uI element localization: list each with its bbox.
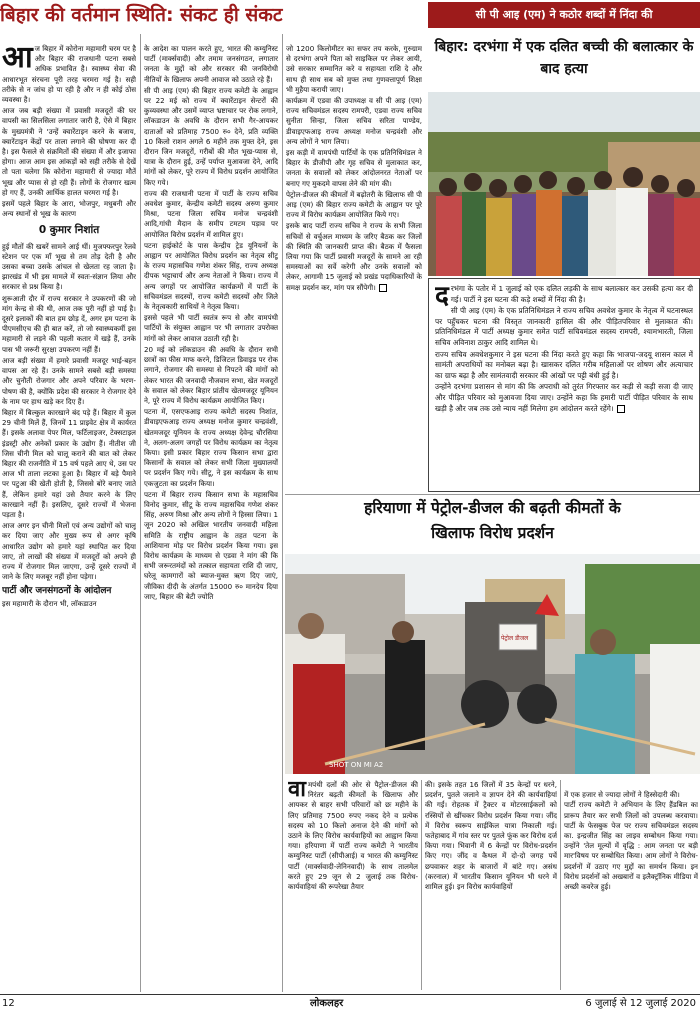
paragraph: ज बिहार में कोरोना महामारी चरम पर है और बिहार की राजधानी पटना सबसे अधिक प्रभावित है। स्वास्थ्य सेवा की आधारभूत संरचना पूरी तरह चरमरा गई है। सही तरीके से न जांच हो पा रही है और न ही कोई ठोस व्यवस्था है। <box>2 44 136 105</box>
paragraph: हुई मौतों की खबरें सामने आई थीं। मुजफ्फरपुर रेलवे स्टेशन पर एक माँ भूख से तम तोड़ देती है और उसका बच्चा उसके आंचल से खेलता रह जाता है। झारखंड में भी इस मामले में स्वतः-संज्ञान लिया और सरकार से प्रश्न किया है। <box>2 241 136 292</box>
side-headline: बिहार: दरभंगा में एक दलित बच्ची की बलात्कार के बाद हत्या <box>434 39 694 77</box>
paragraph: पटना में, एसएफआइ राज्य कमेटी सदस्य निशांत, डीवाइएफआइ राज्य अध्यक्ष मनोज कुमार चन्द्रवंशी, खेतमजदूर यूनियन के राज्य अध्यक्ष देवेन्द्र चौरसिया ने, अलग-अलग जगहों पर विरोध कार्यक्रम का नेतृत्व किया। इसी प्रकार बिहार राज्य किसान सभा द्वारा किसानों के सवाल को लेकर सभी जिला मुख्यालयों पर प्रदर्शन किए गये। सीटू, ने इस कार्यक्रम के साथ एकजुटता का प्रदर्शन किया। <box>144 407 278 488</box>
paragraph: इस महामारी के दौरान भी, लॉकडाउन <box>2 598 97 608</box>
section-subhead: पार्टी और जनसंगठनों के आंदोलन <box>2 586 112 597</box>
haryana-headline-line2: खिलाफ विरोध प्रदर्शन <box>431 524 554 542</box>
issue-date: 6 जुलाई से 12 जुलाई 2020 <box>585 998 696 1009</box>
end-mark <box>379 284 387 292</box>
page-footer <box>0 994 700 1013</box>
haryana-column-2 <box>425 780 557 992</box>
paragraph: पटना में बिहार राज्य किसान सभा के महासचिव विनोद कुमार, सीटू के राज्य महासचिव गणेश शंकर सिंह, अरुण मिश्रा और अन्य लोगों ने हिस्सा लिया। 1 जून 2020 को अखिल भारतीय जनवादी महिला समिति के राष्ट्रीय आह्वान के तहत पटना के आशियाना मोड़ पर विरोध प्रदर्शन किया गया। इस विरोध कार्यक्रम के माध्यम से एडवा ने मांग की कि सभी जरूरतमंदों को तत्काल सहायता राशि दी जाए, घरेलू कामगारों को ब्याज-मुक्त ऋण दिए जाएं, जीविका दीदी के अंतर्गत 15000 रु० मानदेय दिया जाए, बिहार की बेटी ज्योति <box>144 489 278 601</box>
darbhanga-story-box <box>428 278 700 492</box>
paragraph: रभंगा के पतोर में 1 जुलाई को एक दलित लड़की के साथ बलात्कार कर उसकी हत्या कर दी गई। पार्टी ने इस घटना की कड़े शब्दों में निंदा की है। <box>450 284 693 304</box>
column-rule <box>560 780 561 990</box>
haryana-protest-photo <box>285 554 700 774</box>
paragraph: जो 1200 किलोमीटर का सफर तय करके, गुरुग्राम से दरभंगा अपने पिता को साइकिल पर लेकर आयी, उसे सरकार सम्मानित करे व सहायता राशि दे और साथ ही साथ सब को मुफ्त तथा गुणवत्तापूर्ण शिक्षा भी मुहैया करायी जाए। <box>286 44 422 94</box>
haryana-column-3 <box>564 780 698 992</box>
column-rule <box>140 34 141 992</box>
column-rule <box>421 780 422 990</box>
paragraph: सी पी आइ (एम) के एक प्रतिनिधिमंडल ने राज्य सचिव अवधेश कुमार के नेतृत्व में घटनास्थल पर पहुँचकर घटना की विस्तृत जानकारी हासिल की और पीड़ितपरिवार से मुलाकात की। प्रतिनिधिमंडल में पार्टी अध्यक्ष कुमार समेत पार्टी सचिवमंडल सदस्य रामपरी, श्यामभारती, जिला सचिव अविनाश ठाकुर आदि शामिल थे। <box>435 306 693 347</box>
bihar-column-1 <box>2 44 136 992</box>
column-rule <box>282 34 283 992</box>
paragraph: राज्य सचिव अवधेशकुमार ने इस घटना की निंदा करते हुए कहा कि भाजपा-जदयू शासन काल में सामंती अपराधियों का मनोबल बढ़ा है। खासकर दलित गरीब महिलाओं पर शोषण और अत्याचार का ग्राफ बढ़ा है और सामंतवादी सरकार की आंखों पर पट्टी बंधी हुई है। <box>435 349 693 380</box>
paragraph: शुरूआती दौर में राज्य सरकार ने उपकरणों की जो मांग केन्द्र से की थी, आज तक पूरी नहीं हो पाई है। दूसरे इलाकों की बात हम छोड़ दें, अगर हम पटना के पीएमसीएच की ही बात करें, तो जो स्वास्थ्यकर्मी इस महामारी से लड़ने की पहली कतार में खड़े हैं, उनके पास भी जरूरी सुरक्षा उपकरण नहीं हैं। <box>2 293 136 354</box>
paragraph: इसमें पहले बिहार के आरा, भोजपुर, मधुबनी और अन्य स्थानों से भूख के कारण <box>2 199 136 219</box>
paragraph: कार्यक्रम में एडवा की उपाध्यक्ष व सी पी आइ (एम) राज्य सचिवमंडल सदस्य रामपरी, एडवा राज्य सचिव सुनीता सिन्हा, जिला सचिव सरिता पाण्डेय, डीवाइएफआइ राज्य अध्यक्ष मनोज चन्द्रवंशी और अन्य लोगों ने भाग लिया। <box>286 96 422 146</box>
bihar-column-2 <box>144 44 278 992</box>
paragraph: पटना हाईकोर्ट के पास केन्द्रीय ट्रेड यूनियनों के आह्वान पर आयोजित विरोध प्रदर्शन का नेतृत्व सीटू के राज्य महासचिव गणेश शंकर सिंह, राज्य अध्यक्ष दीपक भट्टाचार्य और अन्य नेताओं ने किया। राज्य में अन्य जगहों पर आयोजित कार्यक्रमों में पार्टी के सचिवमंडल सदस्यों, राज्य कमेटी सदस्यों और जिले के नेतृत्वकारी साथियों ने नेतृत्व किया। <box>144 240 278 312</box>
paragraph: के आदेश का पालन करते हुए, भारत की कम्युनिस्ट पार्टी (मार्क्सवादी) और तमाम जनसंगठन, लगातार जनता के मुद्दों को और सरकार की जनविरोधी नीतियों के खिलाफ अपनी आवाज को उठाते रहे हैं। <box>144 44 278 84</box>
dropcap: आ <box>2 44 33 75</box>
main-headline: बिहार की वर्तमान स्थिति: संकट ही संकट <box>0 4 283 26</box>
paragraph: 20 मई को लॉकडाउन की अवधि के दौरान सभी छात्रों का फीस माफ करने, डिजिटल डिवाइड पर रोक लगाने, रोजगार की समस्या से निपटने की मांगों को लेकर भारत की जनवादी नौजवान सभा, खेत मजदूरों के सवाल को लेकर बिहार प्रांतीय खेतमजदूर यूनियन ने, पूरे राज्य में विरोध कार्यक्रम आयोजित किए। <box>144 344 278 405</box>
dropcap: द <box>435 284 449 311</box>
page-number: 12 <box>2 998 15 1009</box>
paragraph: राज्य की राजधानी पटना में पार्टी के राज्य सचिव अवधेश कुमार, केन्द्रीय कमेटी सदस्य अरुण कुमार मिश्रा, पटना जिला सचिव मनोज चन्द्रवंशी आदि,गांधी मैदान के समीप टमटम पड़ाव पर आयोजित विरोध प्रदर्शन में शामिल हुए। <box>144 188 278 239</box>
darbhanga-photo <box>428 92 700 276</box>
paragraph: में एक हजार से ज्यादा लोगों ने हिस्सेदारी की। पार्टी राज्य कमेटी ने अभियान के लिए हैंडबिल का प्रारूप तैयार कर सभी जिलों को उपलब्ध करवाया। पार्टी के फेसबुक पेज पर राज्य सचिवमंडल सदस्य का. इन्द्रजीत सिंह का लाइव सम्बोधन किया गया। उन्होंने 'तेल मूल्यों में वृद्धि : आम जनता पर बड़ी मार'विषय पर सम्बोधित किया। आम लोगों ने विरोध-प्रदर्शनों में उठाए गए मुद्दों का समर्थन किया। इन विरोध प्रदर्शनों को अखबारों व इलैक्ट्रॉनिक मीडिया में अच्छी कवरेज हुई। <box>564 790 698 892</box>
paragraph: इससे पहले भी पार्टी स्वतंत्र रूप से और वामपंथी पार्टियों के संयुक्त आह्वान पर भी लगातार उपरोक्त मांगों को लेकर आवाज उठाती रही है। <box>144 313 278 343</box>
paragraph: उन्होंने दरभंगा प्रशासन से मांग की कि अपराधी को तुरंत गिरफ्तार कर कड़ी से कड़ी सजा दी जाए और पीड़ित परिवार को मुआवजा दिया जाए। उन्होंने कहा कि हमारी पार्टी पीड़ित परिवार के साथ खड़ी है और जब तक उसे न्याय नहीं मिलेगा हम आंदोलन करते रहेंगे। <box>435 382 693 413</box>
bihar-column-3 <box>286 44 422 490</box>
red-banner: सी पी आइ (एम) ने कठोर शब्दों में निंदा की <box>428 2 700 28</box>
end-mark <box>617 405 625 413</box>
section-rule <box>285 494 700 495</box>
paragraph: इसके बाद पार्टी राज्य सचिव ने राज्य के सभी जिला सचिवों से वर्चुअल माध्यम के जरिए बैठक कर जिलों की स्थिति की जानकारी प्राप्त की। बैठक में फैसला लिया गया कि पार्टी प्रवासी मजदूरों के सामने आ रही समस्याओं का सर्वे करेगी और उनके सवालों को लेकर, आगामी 15 जुलाई को प्रखंड पदाधिकारियों के समक्ष प्रदर्शन कर, मांग पत्र सौंपेगी। <box>286 221 422 292</box>
paragraph: आज बड़ी संख्या में हमारे प्रवासी मजदूर भाई-बहन वापस आ रहे हैं। उनके सामने सबसे बड़ी समस्या और चुनौती रोजगार और अपने परिवार के भरण-पोषण की है, क्योंकि प्रदेश की सरकार ने रोजगार देने के नाम पर हाथ खड़े कर दिए हैं। <box>2 355 136 406</box>
placard-text: पेट्रोल डीजल <box>501 635 529 642</box>
paragraph: की। इसके तहत 16 जिलों में 35 केन्द्रों पर धरने, प्रदर्शन, पुतले जलाने व ज्ञापन देने की कार्यवाहियां की गईं। रोहतक में ट्रैक्टर व मोटरसाईकलों को रस्सियों से खींचकर विरोध प्रदर्शन किया गया। जींद में विरोध स्वरूप साईकिल यात्रा निकाली गई। फतेहाबाद में गांव स्तर पर पुतले फूंक कर विरोध दर्ज किया गया। भिवानी में 6 केन्द्रों पर विरोध-प्रदर्शन किए गए। जींद व कैथल में दो-दो जगह पर्चे छपवाकर शहर के बाजारों में बांटे गए। असंध (करनाल) में भारतीय किसान यूनियन भी धरने में शामिल हुई। इन विरोध कार्यवाहियों <box>425 780 557 892</box>
haryana-column-1 <box>288 780 418 992</box>
dropcap: वा <box>288 780 306 802</box>
photo-watermark: SHOT ON MI A2 <box>329 761 384 769</box>
byline: 0 कुमार निशांत <box>38 224 100 237</box>
paragraph: आज जब बड़ी संख्या में प्रवासी मजदूरों की घर वापसी का सिलसिला लगातार जारी है, ऐसे में बिहार के मुख्यमंत्री ने 'उन्हें क्वारेंटाइन करने के बजाय, क्वारेंटाइन केंद्रों पर ताला लगाने की घोषणा कर दी है। इस फैसले से संक्रमितों की संख्या में और इजाफा होगा। आज आम इस आंकड़ों को सही तरीके से देखें तो पता चलेगा कि कोरोना महामारी से ज्यादा मौतें भूख और प्यास से हो रही हैं। लोगों के रोजगार खत्म हो गए हैं, उनकी आर्थिक हालत चरमरा गई है। <box>2 106 136 197</box>
paragraph: सी पी आइ (एम) की बिहार राज्य कमेटी के आह्वान पर 22 मई को राज्य में क्वारेंटाइन सेन्टरों की कुव्यवस्था और उसमें व्याप्त भ्रष्टाचार पर रोक लगाने, लॉकडाउन के अवधि के दौरान सभी गैर-आयकर दाताओं को प्रतिमाह 7500 रु० देने, प्रति व्यक्ति 10 किलो राशन अगले 6 महीने तक मुफ्त देने, इस दौरान जिन मजदूरों, गरीबों की मौत भूख-प्यास से, यात्रा के दौरान हुई, उन्हें पर्याप्त मुआवजा देने, आदि मांगों को लेकर, पूरे राज्य में विरोध प्रदर्शन आयोजित किए गये। <box>144 85 278 187</box>
paragraph: आज अगर इन चीनी मिलों एवं अन्य उद्योगों को चालू कर दिया जाए और मुख्य रूप से अगर कृषि आधारित उद्योग को हमारे यहां स्थापित कर दिया जाए, तो लाखों की संख्या में मजदूरों को अपने ही राज्य में रोजगार मिल जाएगा, उन्हें दूसरे राज्यों में जाने के लिए मजबूर नहीं होना पड़ेगा। <box>2 521 136 582</box>
haryana-headline-line1: हरियाणा में पेट्रोल-डीजल की बढ़ती कीमतों के <box>364 499 621 517</box>
paragraph: इस कड़ी में वामपंथी पार्टियों के एक प्रतिनिधिमंडल ने बिहार के डीजीपी और गृह सचिव से मुलाकात कर, जनता के सवालों को लेकर आंदोलनरत नेताओं पर बनाए गए मुकदमे वापस लेने की मांग की। <box>286 148 422 188</box>
paragraph: पेट्रोल-डीजल की कीमतों में बढ़ोतरी के खिलाफ सी पी आइ (एम) की बिहार राज्य कमेटी के आह्वान पर पूरे राज्य में विरोध कार्यक्रम आयोजित किये गए। <box>286 189 422 220</box>
paragraph: मपंथी दलों की ओर से पैट्रोल-डीजल की निरंतर बढ़ती कीमतों के खिलाफ और आयकर से बाहर सभी परिवारों को छः महीने के लिए प्रतिमाह 7500 रुपए नकद देने व प्रत्येक सदस्य को 10 किलो अनाज देने की मांगों को उठाने के लिए विरोध कार्यवाहियों का आह्वान किया गया। हरियाणा में पार्टी राज्य कमेटी ने भारतीय कम्युनिस्ट पार्टी (सीपीआई) व भारत की कम्युनिस्ट पार्टी (मार्क्सवादी-लेनिनवादी) के साथ तालमेल करते हुए 29 जून से 2 जुलाई तक विरोध-कार्यवाहियां की रूपरेखा तैयार <box>288 780 418 892</box>
paragraph: बिहार में बिल्कुल कारखाने बंद पड़े हैं। बिहार में कुल 29 चीनी मिलें हैं, जिनमें 11 प्राइवेट क्षेत्र में कार्यरत हैं। इसके अलावा पेपर मिल, फर्टिलाइजर, टेक्सटाइल इंडस्ट्री और अनेकों प्रकार के उद्योग हैं। नीतीश जी जिस चीनी मिल को चालू कराने की बात को लेकर बिहार की राजनीति में 15 वर्ष पहले आए थे, उस पर आज भी ताला लटका हुआ है। बिहार में बड़े पैमाने पर पटुआ की खेती होती है, जिससे बोरे बनाए जाते हैं, लेकिन हमारे यहां उसे तैयार करने के लिए कारखाने नहीं हैं। इसलिए, दूसरे राज्यों में भेजना पड़ता है। <box>2 407 136 519</box>
publication-name: लोकलहर <box>310 998 344 1009</box>
haryana-headline <box>285 496 700 552</box>
